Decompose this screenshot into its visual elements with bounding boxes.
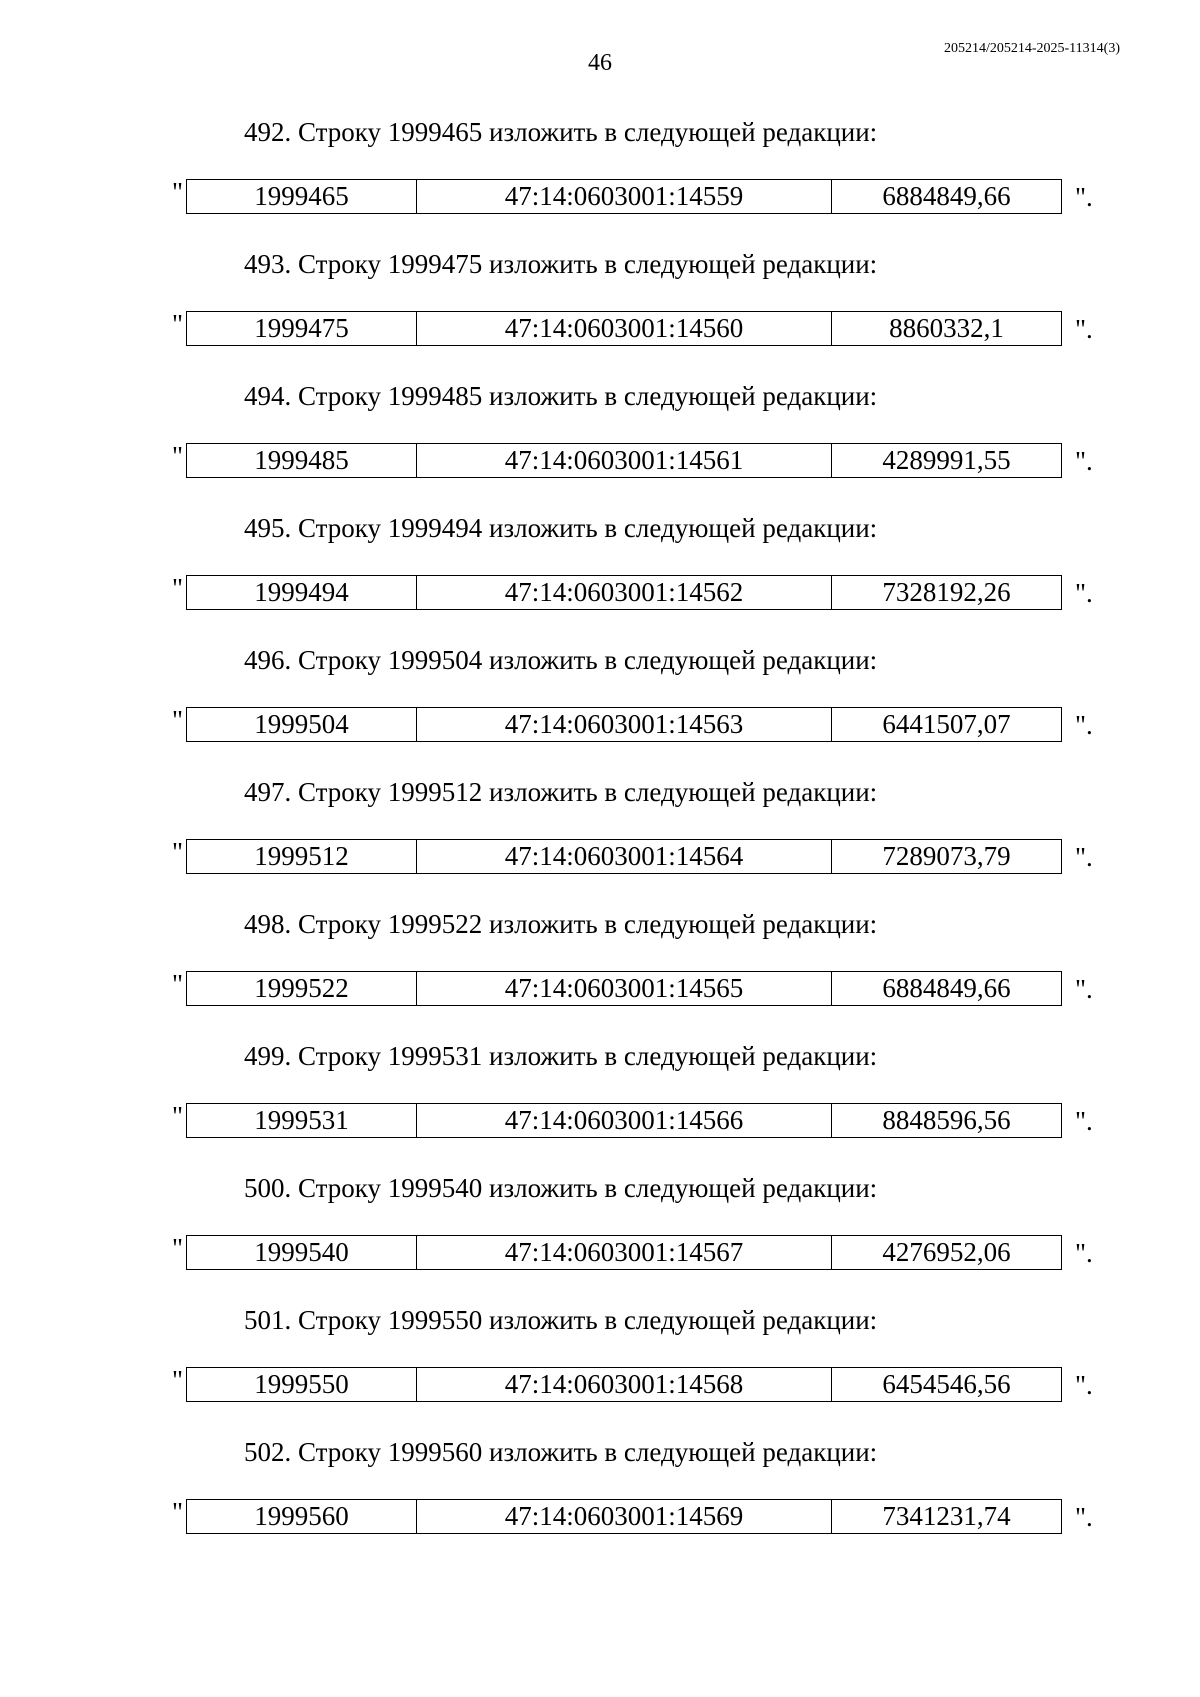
amendment-row-table: [186, 575, 1062, 610]
opening-quote: ": [172, 969, 184, 999]
amendment-row-table: [186, 179, 1062, 214]
opening-quote: ": [172, 1365, 184, 1395]
row-number-cell: 1999540: [187, 1236, 417, 1270]
amendment-row-table: [186, 839, 1062, 874]
cadastral-number-cell: 47:14:0603001:14562: [417, 576, 832, 610]
opening-quote: ": [172, 1233, 184, 1263]
closing-quote: ".: [1075, 446, 1093, 476]
amendment-item: [0, 904, 1200, 1036]
amendment-row-table: [186, 1235, 1062, 1270]
opening-quote: ": [172, 705, 184, 735]
cadastral-number-cell: 47:14:0603001:14566: [417, 1104, 832, 1138]
row-number-cell: 1999504: [187, 708, 417, 742]
closing-quote: ".: [1075, 314, 1093, 344]
document-code: 205214/205214-2025-11314(3): [943, 41, 1120, 56]
amendment-item: [0, 640, 1200, 772]
opening-quote: ": [172, 177, 184, 207]
table-row: [187, 180, 1062, 214]
row-number-cell: 1999512: [187, 840, 417, 874]
amendment-instruction: 494. Строку 1999485 изложить в следующей редакции:: [244, 381, 878, 411]
cadastral-number-cell: 47:14:0603001:14563: [417, 708, 832, 742]
amendments-list: [0, 112, 1200, 1564]
row-number-cell: 1999475: [187, 312, 417, 346]
amendment-row-table: [186, 1103, 1062, 1138]
value-cell: 4289991,55: [832, 444, 1062, 478]
page-number: 46: [588, 50, 612, 76]
table-row: [187, 576, 1062, 610]
amendment-item: [0, 112, 1200, 244]
value-cell: 8848596,56: [832, 1104, 1062, 1138]
amendment-row-table: [186, 443, 1062, 478]
opening-quote: ": [172, 837, 184, 867]
amendment-item: [0, 1168, 1200, 1300]
table-row: [187, 972, 1062, 1006]
opening-quote: ": [172, 441, 184, 471]
table-row: [187, 708, 1062, 742]
cadastral-number-cell: 47:14:0603001:14568: [417, 1368, 832, 1402]
closing-quote: ".: [1075, 1502, 1093, 1532]
amendment-instruction: 501. Строку 1999550 изложить в следующей редакции:: [244, 1305, 878, 1335]
value-cell: 6441507,07: [832, 708, 1062, 742]
closing-quote: ".: [1075, 182, 1093, 212]
table-row: [187, 1500, 1062, 1534]
closing-quote: ".: [1075, 1106, 1093, 1136]
cadastral-number-cell: 47:14:0603001:14564: [417, 840, 832, 874]
cadastral-number-cell: 47:14:0603001:14567: [417, 1236, 832, 1270]
closing-quote: ".: [1075, 842, 1093, 872]
opening-quote: ": [172, 1101, 184, 1131]
cadastral-number-cell: 47:14:0603001:14559: [417, 180, 832, 214]
table-row: [187, 444, 1062, 478]
amendment-row-table: [186, 971, 1062, 1006]
amendment-row-table: [186, 1367, 1062, 1402]
amendment-instruction: 492. Строку 1999465 изложить в следующей редакции:: [244, 117, 878, 147]
amendment-instruction: 498. Строку 1999522 изложить в следующей редакции:: [244, 909, 878, 939]
value-cell: 8860332,1: [832, 312, 1062, 346]
amendment-item: [0, 244, 1200, 376]
row-number-cell: 1999494: [187, 576, 417, 610]
closing-quote: ".: [1075, 710, 1093, 740]
row-number-cell: 1999522: [187, 972, 417, 1006]
value-cell: 7289073,79: [832, 840, 1062, 874]
amendment-item: [0, 1300, 1200, 1432]
amendment-item: [0, 1036, 1200, 1168]
amendment-instruction: 495. Строку 1999494 изложить в следующей редакции:: [244, 513, 878, 543]
amendment-row-table: [186, 1499, 1062, 1534]
amendment-item: [0, 508, 1200, 640]
closing-quote: ".: [1075, 1238, 1093, 1268]
cadastral-number-cell: 47:14:0603001:14565: [417, 972, 832, 1006]
amendment-item: [0, 772, 1200, 904]
amendment-item: [0, 376, 1200, 508]
table-row: [187, 1104, 1062, 1138]
row-number-cell: 1999560: [187, 1500, 417, 1534]
cadastral-number-cell: 47:14:0603001:14569: [417, 1500, 832, 1534]
amendment-instruction: 499. Строку 1999531 изложить в следующей редакции:: [244, 1041, 878, 1071]
amendment-item: [0, 1432, 1200, 1564]
closing-quote: ".: [1075, 578, 1093, 608]
cadastral-number-cell: 47:14:0603001:14561: [417, 444, 832, 478]
amendment-instruction: 500. Строку 1999540 изложить в следующей редакции:: [244, 1173, 878, 1203]
row-number-cell: 1999550: [187, 1368, 417, 1402]
opening-quote: ": [172, 309, 184, 339]
table-row: [187, 312, 1062, 346]
value-cell: 6884849,66: [832, 972, 1062, 1006]
table-row: [187, 1236, 1062, 1270]
value-cell: 6884849,66: [832, 180, 1062, 214]
amendment-instruction: 493. Строку 1999475 изложить в следующей редакции:: [244, 249, 878, 279]
value-cell: 7341231,74: [832, 1500, 1062, 1534]
opening-quote: ": [172, 1497, 184, 1527]
value-cell: 6454546,56: [832, 1368, 1062, 1402]
amendment-instruction: 502. Строку 1999560 изложить в следующей редакции:: [244, 1437, 878, 1467]
amendment-row-table: [186, 311, 1062, 346]
opening-quote: ": [172, 573, 184, 603]
amendment-row-table: [186, 707, 1062, 742]
row-number-cell: 1999485: [187, 444, 417, 478]
closing-quote: ".: [1075, 974, 1093, 1004]
amendment-instruction: 497. Строку 1999512 изложить в следующей редакции:: [244, 777, 878, 807]
table-row: [187, 840, 1062, 874]
cadastral-number-cell: 47:14:0603001:14560: [417, 312, 832, 346]
closing-quote: ".: [1075, 1370, 1093, 1400]
row-number-cell: 1999531: [187, 1104, 417, 1138]
value-cell: 4276952,06: [832, 1236, 1062, 1270]
amendment-instruction: 496. Строку 1999504 изложить в следующей редакции:: [244, 645, 878, 675]
value-cell: 7328192,26: [832, 576, 1062, 610]
row-number-cell: 1999465: [187, 180, 417, 214]
table-row: [187, 1368, 1062, 1402]
